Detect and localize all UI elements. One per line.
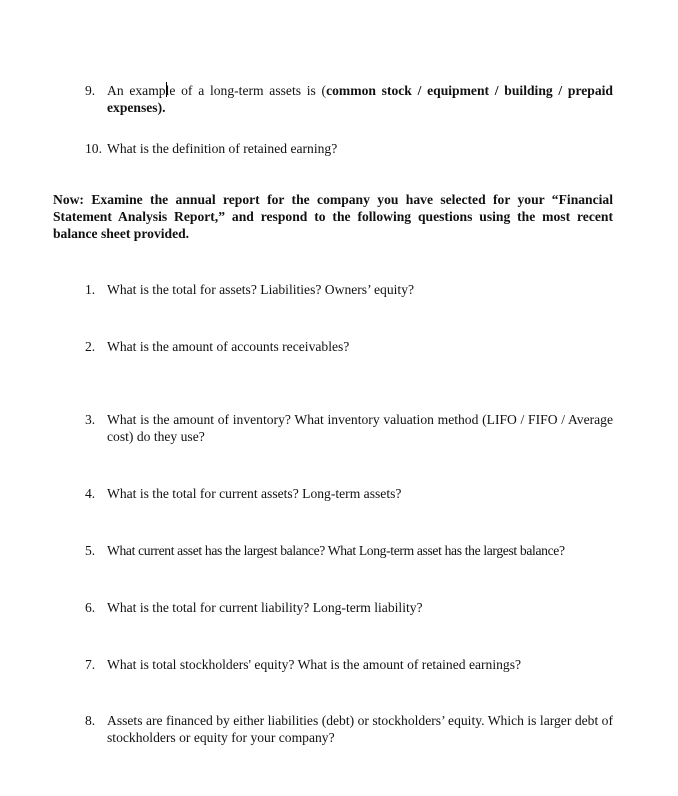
question-6: [85, 599, 613, 616]
question-5: [85, 542, 613, 559]
question-7: [85, 656, 613, 673]
question-text: [107, 82, 613, 116]
question-text: What current asset has the largest balance? What Long-term asset has the largest balance?: [107, 543, 565, 558]
question-number: 2.: [85, 339, 96, 354]
instructions-paragraph: Now: Examine the annual report for the company you have selected for your “Financial Statement Analysis Report,” and respond to the following questions using the most recent balance sheet provided.: [53, 192, 613, 241]
question-number: 3.: [85, 412, 96, 427]
question-text: What is the definition of retained earning?: [107, 141, 338, 156]
question-number: 4.: [85, 486, 96, 501]
question-number: 10.: [85, 141, 102, 156]
question-10: [85, 140, 613, 157]
question-text: What is the total for current liability? Long-term liability?: [107, 600, 423, 615]
question-2: [85, 338, 613, 355]
question-number: 7.: [85, 657, 96, 672]
question-number: 9.: [85, 83, 96, 98]
question-number: 5.: [85, 543, 96, 558]
question-number: 6.: [85, 600, 96, 615]
question-9: [85, 82, 613, 116]
question-text: What is the amount of inventory? What inventory valuation method (LIFO / FIFO / Average cost) do they use?: [107, 412, 613, 444]
answer-options: common stock / equipment / building / prepaid expenses).: [107, 83, 613, 115]
question-1: [85, 281, 613, 298]
question-text: Assets are financed by either liabilities (debt) or stockholders’ equity. Which is larger debt of stockholders or equity for your company?: [107, 713, 613, 745]
question-text-part: le of a long-term assets is (: [165, 83, 327, 98]
question-number: 1.: [85, 282, 96, 297]
question-text-part: An examp: [107, 83, 166, 98]
question-text: What is total stockholders' equity? What is the amount of retained earnings?: [107, 657, 522, 672]
question-text: What is the total for assets? Liabilities? Owners’ equity?: [107, 282, 415, 297]
question-3: [85, 411, 613, 445]
question-text: What is the amount of accounts receivables?: [107, 339, 350, 354]
question-text: What is the total for current assets? Long-term assets?: [107, 486, 402, 501]
question-4: [85, 485, 613, 502]
question-8: [85, 712, 613, 746]
question-number: 8.: [85, 713, 96, 728]
